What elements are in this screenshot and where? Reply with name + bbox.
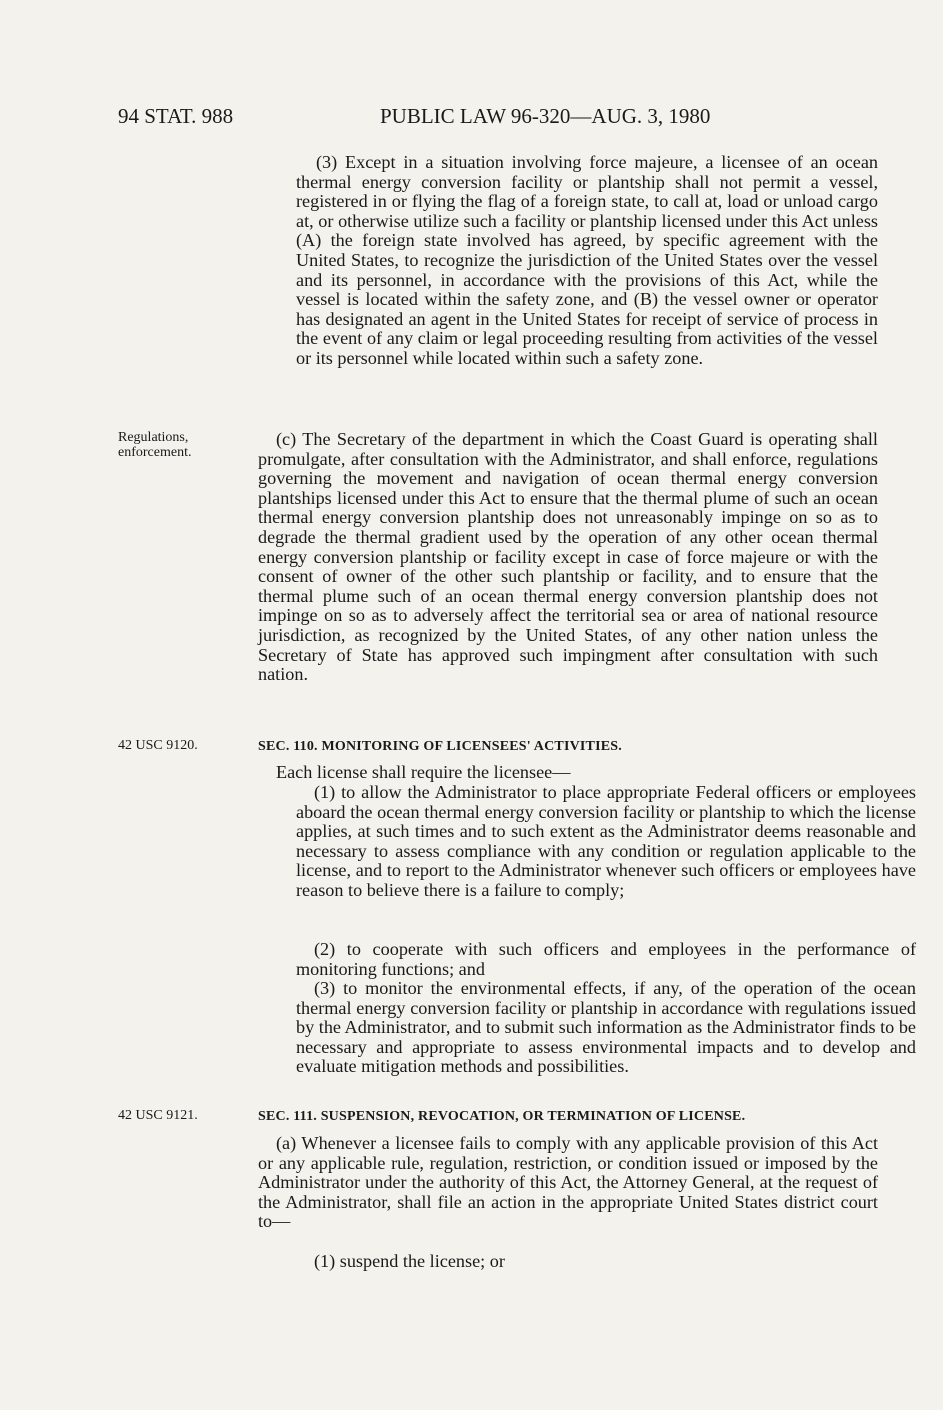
section-111-paragraph-a: (a) Whenever a licensee fails to comply with any applicable provision of this Act or any applicable rule, regulation, restriction, or condition issued or imposed by the Administrator under the authority of this Act, the Attorney General, at the request of the Administrator, shall file an action in the appropriate United States district court to— [258,1133,878,1232]
section-110-item-1: (1) to allow the Administrator to place appropriate Federal officers or employees aboard the ocean thermal energy conversion facility or plantship to which the license applies, at such times and to such extent as the Administrator deems reasonable and necessary to assess compliance with any condition or regulation applicable to the license, and to report to the Administrator whenever such officers or employees have reason to believe there is a failure to comply; [296,782,916,900]
paragraph-3-foreign-vessels: (3) Except in a situation involving force majeure, a licensee of an ocean thermal energy conversion facility or plantship shall not permit a vessel, registered in or flying the flag of a foreign state, to call at, load or unload cargo at, or otherwise utilize such a facility or plantship licensed under this Act unless (A) the foreign state involved has agreed, by specific agreement with the United States, to recognize the jurisdiction of the United States over the vessel and its personnel, in accordance with the provisions of this Act, while the vessel is located within the safety zone, and (B) the vessel owner or operator has designated an agent in the United States for receipt of service of process in the event of any claim or legal proceeding resulting from activities of the vessel or its personnel while located within such a safety zone. [296,152,878,368]
section-110-intro: Each license shall require the licensee— [276,762,571,782]
statute-page-number: 94 STAT. 988 [118,104,234,128]
page-header [118,104,888,134]
section-111-heading: SEC. 111. SUSPENSION, REVOCATION, OR TERMINATION OF LICENSE. [258,1109,746,1124]
section-110-item-2: (2) to cooperate with such officers and employees in the performance of monitoring functions; and [296,939,916,979]
section-110-item-3: (3) to monitor the environmental effects, if any, of the operation of the ocean thermal energy conversion facility or plantship in accordance with regulations issued by the Administrator, and to submit such information as the Administrator finds to be necessary and appropriate to assess environmental impacts and to develop and evaluate mitigation methods and possibilities. [296,978,916,1077]
public-law-title: PUBLIC LAW 96-320—AUG. 3, 1980 [380,104,711,128]
margin-note-usc-9121: 42 USC 9121. [118,1108,198,1123]
margin-note-usc-9120: 42 USC 9120. [118,738,198,753]
section-110-heading: SEC. 110. MONITORING OF LICENSEES' ACTIVITIES. [258,739,622,754]
section-111-item-1: (1) suspend the license; or [314,1251,505,1271]
margin-note-regulations: Regulations, enforcement. [118,430,192,460]
paragraph-c-regulations: (c) The Secretary of the department in which the Coast Guard is operating shall promulgate, after consultation with the Administrator, and shall enforce, regulations governing the movement and navigation of ocean thermal energy conversion plantships licensed under this Act to ensure that the thermal plume of such an ocean thermal energy conversion plantship does not unreasonably impinge on so as to degrade the thermal gradient used by the operation of any other ocean thermal energy conversion plantship or facility except in case of force majeure or with the consent of owner of the other such plantship or facility, and to ensure that the thermal plume such of an ocean thermal energy conversion plantship does not impinge on so as to adversely affect the territorial sea or area of national resource jurisdiction, as recognized by the United States, of any other nation unless the Secretary of State has approved such impingment after consultation with such nation. [258,429,878,685]
